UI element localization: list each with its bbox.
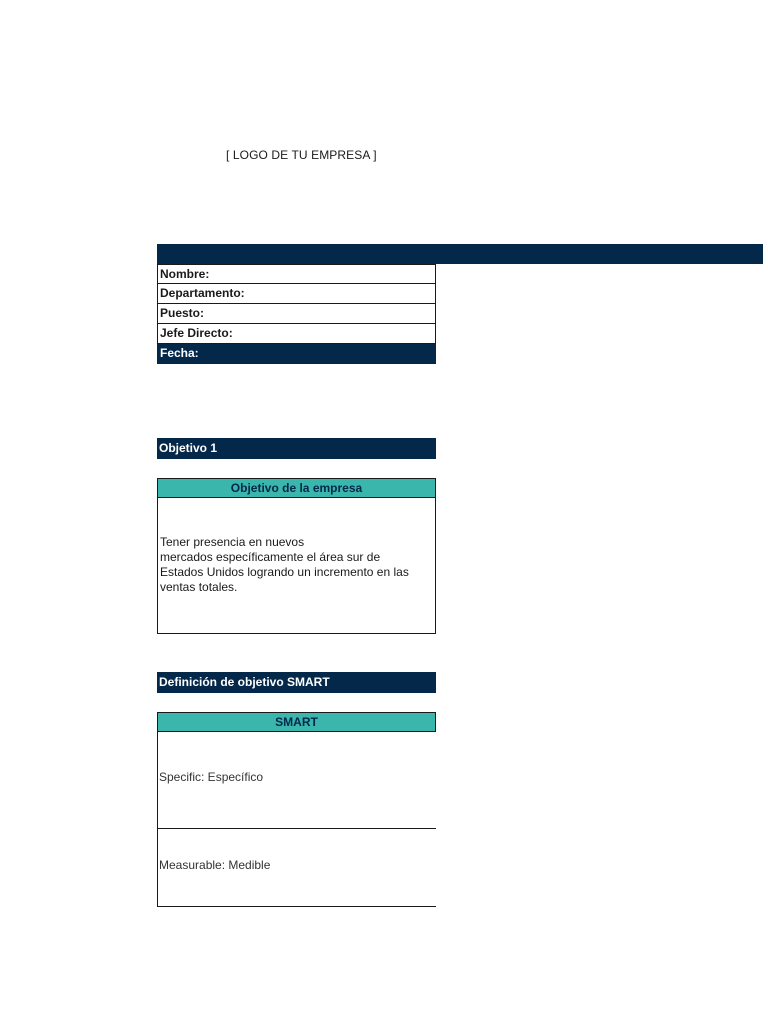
field-jefe-directo[interactable]: Jefe Directo: [157,324,436,344]
smart-row-measurable[interactable] [157,829,436,907]
field-fecha[interactable]: Fecha: [157,344,436,364]
objetivo-empresa-header: Objetivo de la empresa [157,478,436,498]
employee-info-table [157,264,436,364]
objetivo-empresa-box[interactable] [157,498,436,634]
field-departamento[interactable]: Departamento: [157,284,436,304]
header-bar [157,244,763,264]
smart-section-title: Definición de objetivo SMART [157,672,436,693]
objetivo-text-line: Estados Unidos logrando un incremento en las [160,565,409,579]
company-logo-placeholder: [ LOGO DE TU EMPRESA ] [226,148,377,162]
objetivo-text-line: mercados específicamente el área sur de [160,550,381,564]
field-nombre[interactable]: Nombre: [157,264,436,284]
smart-specific-label: Specific: Específico [159,770,264,784]
field-puesto[interactable]: Puesto: [157,304,436,324]
smart-header: SMART [157,712,436,732]
objetivo-text-line: ventas totales. [160,580,238,594]
objetivo-empresa-text [160,535,428,595]
objetivo-text-line: Tener presencia en nuevos [160,535,305,549]
smart-row-specific[interactable] [157,732,436,829]
smart-measurable-label: Measurable: Medible [159,858,271,872]
objetivo-1-title: Objetivo 1 [157,438,436,459]
